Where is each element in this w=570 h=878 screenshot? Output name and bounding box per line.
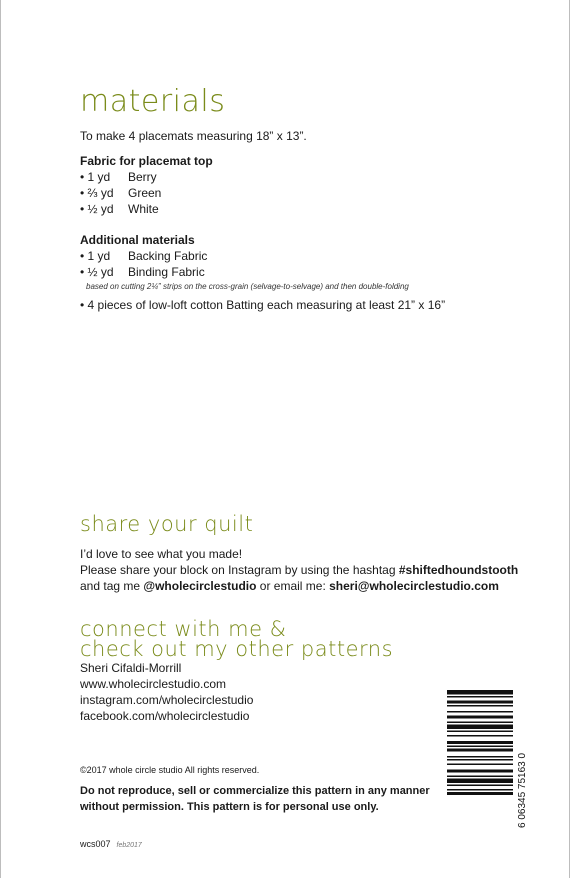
share-line-3-text: and tag me <box>80 579 144 593</box>
upc-barcode-icon <box>445 688 529 830</box>
usage-warning: Do not reproduce, sell or commercialize this pattern in any manner without permission. This pattern is for personal use only. <box>80 785 430 813</box>
email-address: sheri@wholecirclestudio.com <box>329 579 499 593</box>
barcode-bar <box>447 770 513 773</box>
website-link: www.wholecirclestudio.com <box>80 677 227 691</box>
barcode-bar <box>447 756 513 758</box>
binding-note: based on cutting 2¼” strips on the cross-grain (selvage-to-selvage) and then double-folding <box>86 282 409 291</box>
additional-title: Additional materials <box>80 233 195 247</box>
item-name: Binding Fabric <box>128 265 205 279</box>
connect-heading-line-2: check out my other patterns <box>80 637 394 661</box>
barcode-bar <box>447 690 513 695</box>
barcode-bar <box>447 785 513 787</box>
copyright-notice: ©2017 whole circle studio All rights reserved. <box>80 765 260 775</box>
barcode-bar <box>447 749 513 752</box>
barcode-bar <box>447 776 513 778</box>
additional-list <box>80 232 445 313</box>
materials-heading: materials <box>80 84 226 119</box>
instagram-link: instagram.com/wholecirclestudio <box>80 693 254 707</box>
barcode-bar <box>447 792 513 795</box>
share-heading: share your quilt <box>80 512 254 536</box>
barcode-bar <box>447 725 513 730</box>
barcode-bar <box>447 764 513 766</box>
barcode-bar <box>447 746 513 748</box>
barcode-bar <box>447 701 513 704</box>
item-name: White <box>128 202 159 216</box>
list-item <box>80 201 213 217</box>
pattern-code <box>80 836 142 854</box>
barcode-bar <box>447 722 513 724</box>
barcode-bar <box>447 705 513 707</box>
contact-list <box>80 660 253 724</box>
share-line-2-text: Please share your block on Instagram by using the hashtag <box>80 563 399 577</box>
pattern-date: feb2017 <box>116 842 142 849</box>
barcode-bar <box>447 735 513 737</box>
barcode-bar <box>447 741 513 744</box>
connect-heading <box>80 619 393 659</box>
share-line-2 <box>80 562 518 578</box>
list-item <box>80 169 213 185</box>
item-name: Backing Fabric <box>128 249 208 263</box>
barcode-bar <box>447 759 513 761</box>
item-qty: • ½ yd <box>80 202 114 216</box>
fabric-list <box>80 153 213 217</box>
barcode-bar <box>447 696 513 698</box>
barcode-bar <box>447 789 513 791</box>
item-qty: • 1 yd <box>80 249 111 263</box>
hashtag: #shiftedhoundstooth <box>398 563 519 577</box>
item-qty: • ½ yd <box>80 265 114 279</box>
pattern-id: wcs007 <box>80 839 111 849</box>
materials-intro: To make 4 placemats measuring 18” x 13”. <box>80 129 307 143</box>
fabric-title: Fabric for placemat top <box>80 154 213 168</box>
list-item <box>80 264 445 280</box>
barcode-digits: 6 06345 75163 0 <box>517 752 528 828</box>
item-name: Berry <box>128 170 157 184</box>
batting-item: • 4 pieces of low-loft cotton Batting each measuring at least 21” x 16” <box>80 298 446 312</box>
barcode-bar <box>447 716 513 719</box>
facebook-link: facebook.com/wholecirclestudio <box>80 709 250 723</box>
item-name: Green <box>128 186 162 200</box>
item-qty: • 1 yd <box>80 170 111 184</box>
barcode-bars <box>447 690 513 795</box>
list-item <box>80 248 445 264</box>
instagram-handle: @wholecirclestudio <box>143 579 257 593</box>
share-line-3-mid: or email me: <box>256 579 330 593</box>
share-line-3 <box>80 578 518 594</box>
share-text <box>80 546 518 594</box>
list-item <box>80 185 213 201</box>
share-line-1: I’d love to see what you made! <box>80 547 243 561</box>
connect-heading-line-1: connect with me & <box>80 617 287 641</box>
barcode-bar <box>447 731 513 733</box>
designer-name: Sheri Cifaldi-Morrill <box>80 661 182 675</box>
barcode-bar <box>447 779 513 784</box>
item-qty: • ⅔ yd <box>80 186 114 200</box>
barcode-bar <box>447 711 513 713</box>
